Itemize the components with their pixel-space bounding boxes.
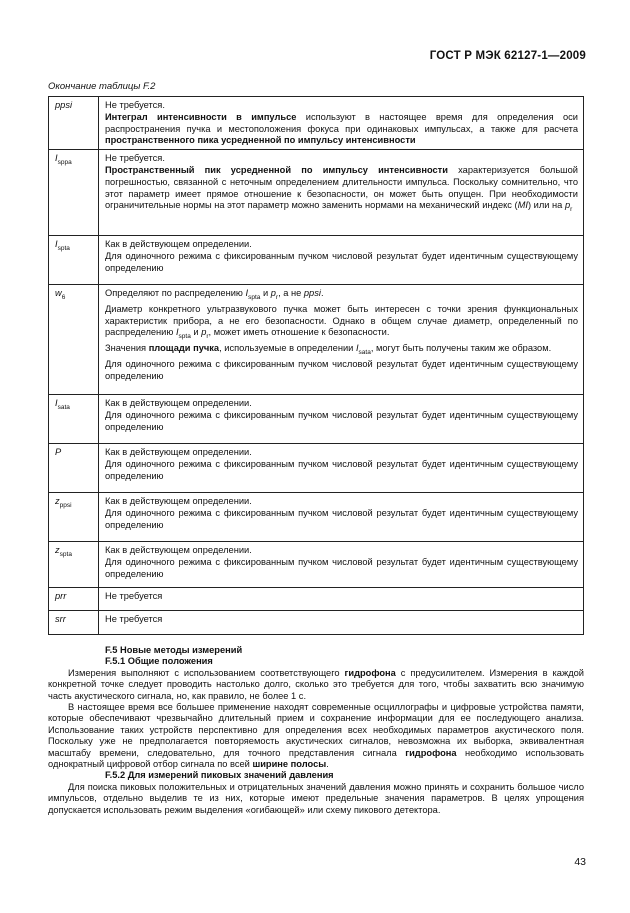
description-cell: Как в действующем определении. Для одиночного режима с фиксированным пучком числовой результат будет идентичным существующему определению	[99, 542, 584, 588]
table-row	[49, 444, 584, 493]
symbol-cell: $I_{sppa}$	[49, 150, 99, 236]
description-cell: Не требуется. Интеграл интенсивности в импульсе используют в настоящее время для определения оси распространения пучка и местоположения фокуса при одинаковых импульсах, а также для расчета пространственного пика усредненной по импульсу интенсивности	[99, 97, 584, 150]
symbol-cell: $z_{ppsi}$	[49, 493, 99, 542]
symbol-cell: $I_{spta}$	[49, 236, 99, 285]
table-row	[49, 395, 584, 444]
section-f5	[48, 645, 584, 816]
table-row	[49, 493, 584, 542]
table-row	[49, 588, 584, 611]
symbol-cell: ppsi	[49, 97, 99, 150]
symbol-cell: $z_{spta}$	[49, 542, 99, 588]
table-row	[49, 150, 584, 236]
paragraph: Для поиска пиковых положительных и отрицательных значений давления можно принять и сохранить большое число импульсов, отдельно выделив те из них, которые имеют предельные значения параметров. В целях упрощения допускается использовать режим выделения «огибающей» или схему пикового детектора.	[48, 781, 584, 815]
description-cell: Определяют по распределению $I_{spta}$ и $p_r$, а не ppsi. Диаметр конкретного ультразвукового пучка может быть интересен с точки зрения функциональных характеристик прибора, а не его безопасности. Однако в общем случае диаметр, определенный по распределению $I_{spta}$ и $p_r$, может иметь отношение к безопасности. Значения площади пучка, используемые в определении $I_{sata}$, могут быть получены таким же образом. Для одиночного режима с фиксированным пучком числовой результат будет идентичным существующему определению	[99, 285, 584, 395]
description-cell: Как в действующем определении. Для одиночного режима с фиксированным пучком числовой результат будет идентичным существующему определению	[99, 236, 584, 285]
symbol-cell: $w_6$	[49, 285, 99, 395]
table-row	[49, 542, 584, 588]
symbol-cell: srr	[49, 611, 99, 635]
section-heading: F.5 Новые методы измерений	[105, 645, 243, 655]
subsection-heading: F.5.1 Общие положения	[105, 656, 213, 667]
paragraph: В настоящее время все большее применение находят современные осциллографы и цифровые устройства памяти, которые обеспечивают чрезвычайно длительный прием и сохранение информации для ее последующего анализа. Использование таких устройств перспективно для определения всех необходимых параметров акустического поля. Поскольку уже не предполагается повторяемость акустических сигналов, невозможна их выборка, эквивалентная масштабу времени, следовательно, для точного представления сигнала гидрофона необходимо использовать однократный цифровой отбор сигнала по всей ширине полосы.	[48, 702, 584, 770]
description-cell: Не требуется	[99, 611, 584, 635]
symbol-cell: $I_{sata}$	[49, 395, 99, 444]
description-cell: Как в действующем определении. Для одиночного режима с фиксированным пучком числовой результат будет идентичным существующему определению	[99, 493, 584, 542]
description-cell: Как в действующем определении. Для одиночного режима с фиксированным пучком числовой результат будет идентичным существующему определению	[99, 444, 584, 493]
parameters-table	[48, 96, 584, 635]
symbol-cell: P	[49, 444, 99, 493]
table-row	[49, 285, 584, 395]
symbol-cell: prr	[49, 588, 99, 611]
paragraph: Измерения выполняют с использованием соответствующего гидрофона с предусилителем. Измерения в каждой конкретной точке следует проводить настолько долго, сколько это требуется для того, чтобы захватить всю значимую часть акустического сигнала, но, как правило, не более 1 с.	[48, 667, 584, 701]
table-caption: Окончание таблицы F.2	[48, 81, 156, 92]
description-cell: Как в действующем определении. Для одиночного режима с фиксированным пучком числовой результат будет идентичным существующему определению	[99, 395, 584, 444]
document-code-header: ГОСТ Р МЭК 62127-1—2009	[429, 50, 586, 62]
page-number: 43	[574, 856, 586, 868]
table-row	[49, 97, 584, 150]
table-row	[49, 611, 584, 635]
subsection-heading: F.5.2 Для измерений пиковых значений давления	[105, 770, 334, 781]
description-cell: Не требуется. Пространственный пик усредненной по импульсу интенсивности характеризуется большой погрешностью, связанной с неточным определением длительности импульса. Поскольку сомнительно, что этот параметр имеет прямое отношение к безопасности, он может быть опущен. При необходимости ограничительные нормы на этот параметр можно заменить нормами на механический индекс (MI) или на $p_r$	[99, 150, 584, 236]
description-cell: Не требуется	[99, 588, 584, 611]
table-row	[49, 236, 584, 285]
